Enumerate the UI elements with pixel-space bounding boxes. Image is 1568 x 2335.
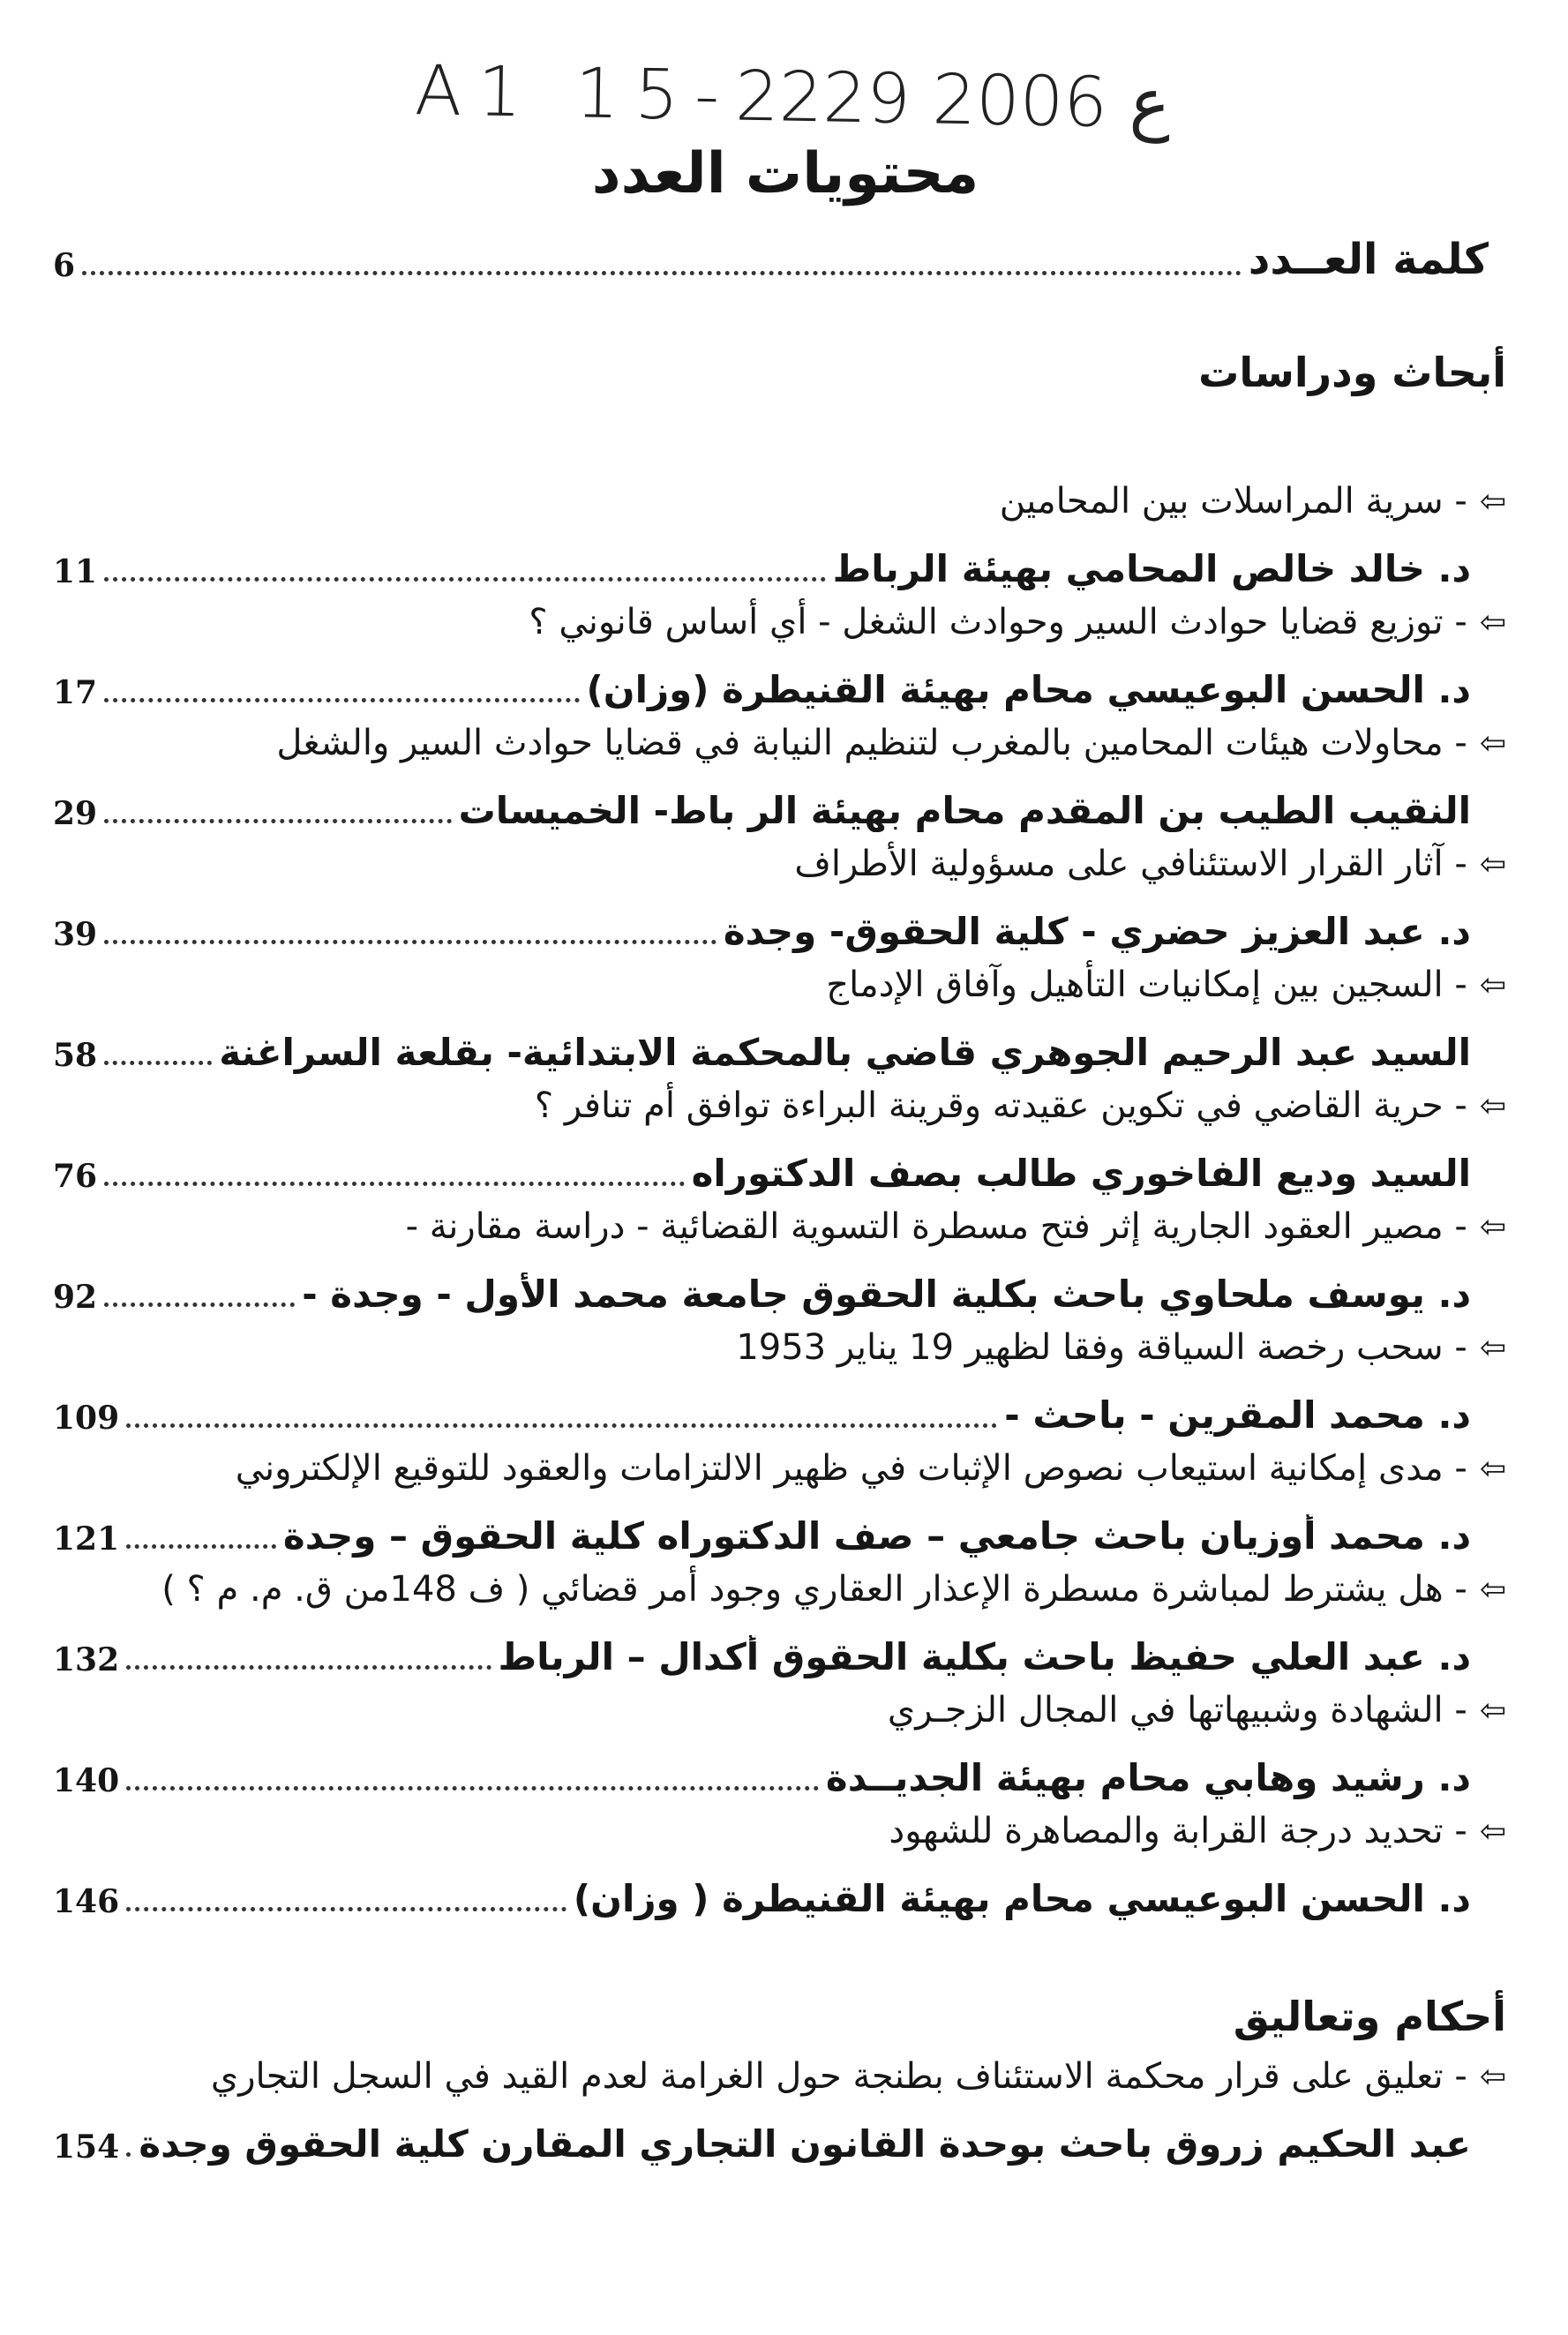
toc-author-row[interactable] — [53, 1624, 1471, 1678]
leader-dots — [104, 672, 579, 702]
toc-topic[interactable] — [529, 602, 1506, 642]
leader-dots — [82, 244, 1242, 275]
topic-text: - سرية المراسلات بين المحامين — [999, 481, 1467, 522]
leader-dots — [126, 1397, 997, 1428]
toc-topic[interactable] — [889, 1811, 1506, 1851]
topic-text: - هل يشترط لمباشرة مسطرة الإعذار العقاري وجود أمر قضائي ( ف 148من ق. م. م ؟ ) — [161, 1569, 1467, 1610]
author-text: د. محمد المقرين - باحث - — [1004, 1393, 1471, 1437]
arrow-icon: ⇦ — [1479, 1450, 1506, 1487]
leader-dots — [104, 913, 716, 944]
topic-text: - توزيع قضايا حوادث السير وحوادث الشغل - أي أساس قانوني ؟ — [529, 602, 1467, 642]
intro-label: كلمة العــدد — [1248, 235, 1489, 284]
arrow-icon: ⇦ — [1479, 1329, 1506, 1366]
topic-text: - مدى إمكانية استيعاب نصوص الإثبات في ظهير الالتزامات والعقود للتوقيع الإلكتروني — [235, 1448, 1467, 1489]
arrow-icon: ⇦ — [1479, 2058, 1506, 2095]
page-number: 154 — [53, 2129, 120, 2166]
page-title: محتويات العدد — [591, 141, 979, 206]
leader-dots — [126, 1881, 566, 1911]
author-text: عبد الحكيم زروق باحث بوحدة القانون التجاري المقارن كلية الحقوق وجدة — [139, 2122, 1471, 2166]
author-text: د. الحسن البوعيسي محام بهيئة القنيطرة ( وزان) — [573, 1877, 1471, 1920]
toc-topic[interactable] — [826, 965, 1506, 1005]
author-text: د. عبد العلي حفيظ باحث بكلية الحقوق أكدال – الرباط — [498, 1635, 1471, 1678]
arrow-icon: ⇦ — [1479, 1571, 1506, 1608]
author-text: د. رشيد وهابي محام بهيئة الجديــدة — [825, 1756, 1471, 1799]
leader-dots — [104, 1276, 295, 1307]
toc-author-row[interactable] — [53, 1261, 1471, 1316]
leader-dots — [126, 1639, 491, 1670]
leader-dots — [104, 551, 826, 582]
toc-author-row[interactable] — [53, 777, 1471, 832]
topic-text: - الشهادة وشبيهاتها في المجال الزجـري — [887, 1690, 1467, 1731]
page-number: 58 — [53, 1037, 98, 1074]
page-number: 140 — [53, 1762, 120, 1799]
page-number: 109 — [53, 1400, 120, 1437]
handwritten-note: A1 15-ع 2006 2229 — [414, 51, 1172, 145]
section-heading-comments: أحكام وتعاليق — [1233, 1993, 1506, 2040]
arrow-icon: ⇦ — [1479, 1813, 1506, 1850]
topic-text: - آثار القرار الاستئنافي على مسؤولية الأطراف — [794, 844, 1467, 884]
toc-author-row[interactable] — [53, 2111, 1471, 2166]
toc-topic[interactable] — [161, 1569, 1506, 1610]
author-text: د. يوسف ملحاوي باحث بكلية الحقوق جامعة محمد الأول - وجدة - — [302, 1273, 1471, 1316]
leader-dots — [126, 1760, 819, 1791]
toc-author-row[interactable] — [53, 1140, 1471, 1195]
toc-author-row[interactable] — [53, 898, 1471, 953]
leader-dots — [104, 792, 451, 823]
toc-author-row[interactable] — [53, 657, 1471, 711]
arrow-icon: ⇦ — [1479, 1208, 1506, 1245]
toc-topic[interactable] — [1000, 481, 1506, 522]
toc-topic[interactable] — [211, 2056, 1506, 2097]
toc-author-row[interactable] — [53, 536, 1471, 590]
topic-text: - تحديد درجة القرابة والمصاهرة للشهود — [889, 1811, 1467, 1851]
author-text: د. عبد العزيز حضري - كلية الحقوق- وجدة — [723, 910, 1471, 953]
topic-text: - حرية القاضي في تكوين عقيدته وقرينة البراءة توافق أم تنافر ؟ — [534, 1085, 1467, 1126]
author-text: د. محمد أوزيان باحث جامعي – صف الدكتوراه كلية الحقوق – وجدة — [282, 1514, 1471, 1558]
leader-dots — [126, 1518, 276, 1549]
leader-dots — [104, 1155, 684, 1186]
topic-text: - سحب رخصة السياقة وفقا لظهير 19 يناير 1953 — [736, 1327, 1467, 1368]
toc-topic[interactable] — [236, 1448, 1506, 1489]
toc-topic[interactable] — [276, 723, 1506, 763]
page-number: 92 — [53, 1279, 98, 1316]
toc-author-row[interactable] — [53, 1382, 1471, 1437]
topic-text: - مصير العقود الجارية إثر فتح مسطرة التسوية القضائية - دراسة مقارنة - — [405, 1206, 1467, 1247]
toc-author-row[interactable] — [53, 1019, 1471, 1074]
arrow-icon: ⇦ — [1479, 1692, 1506, 1729]
arrow-icon: ⇦ — [1479, 725, 1506, 762]
toc-author-row[interactable] — [53, 1503, 1471, 1558]
toc-author-row[interactable] — [53, 1866, 1471, 1920]
topic-text: - محاولات هيئات المحامين بالمغرب لتنظيم النيابة في قضايا حوادث السير والشغل — [276, 723, 1467, 763]
arrow-icon: ⇦ — [1479, 604, 1506, 641]
author-text: السيد عبد الرحيم الجوهري قاضي بالمحكمة الابتدائية- بقلعة السراغنة — [219, 1031, 1471, 1074]
author-text: د. الحسن البوعيسي محام بهيئة القنيطرة (وزان) — [586, 668, 1471, 711]
toc-topic[interactable] — [406, 1206, 1506, 1247]
toc-author-row[interactable] — [53, 1745, 1471, 1799]
leader-dots — [104, 1034, 212, 1065]
page-number: 6 — [53, 247, 76, 284]
page-number: 29 — [53, 795, 98, 832]
intro-row[interactable] — [53, 229, 1489, 284]
arrow-icon: ⇦ — [1479, 966, 1506, 1003]
page-number: 76 — [53, 1158, 98, 1195]
section-heading-studies: أبحاث ودراسات — [1198, 349, 1506, 396]
author-text: السيد وديع الفاخوري طالب بصف الدكتوراه — [691, 1152, 1471, 1195]
topic-text: - السجين بين إمكانيات التأهيل وآفاق الإدماج — [826, 965, 1467, 1005]
topic-text: - تعليق على قرار محكمة الاستئناف بطنجة حول الغرامة لعدم القيد في السجل التجاري — [210, 2056, 1467, 2097]
toc-topic[interactable] — [736, 1327, 1506, 1368]
toc-topic[interactable] — [794, 844, 1506, 884]
author-text: النقيب الطيب بن المقدم محام بهيئة الر باط- الخميسات — [458, 789, 1471, 832]
toc-topic[interactable] — [535, 1085, 1506, 1126]
page-number: 39 — [53, 916, 98, 953]
arrow-icon: ⇦ — [1479, 1087, 1506, 1124]
leader-dots — [126, 2126, 131, 2157]
page-number: 146 — [53, 1883, 120, 1920]
page-number: 132 — [53, 1641, 120, 1678]
page-number: 17 — [53, 674, 98, 711]
arrow-icon: ⇦ — [1479, 483, 1506, 520]
page-number: 121 — [53, 1520, 120, 1558]
arrow-icon: ⇦ — [1479, 845, 1506, 882]
toc-topic[interactable] — [888, 1690, 1506, 1731]
author-text: د. خالد خالص المحامي بهيئة الرباط — [832, 547, 1471, 590]
page-number: 11 — [53, 553, 98, 590]
